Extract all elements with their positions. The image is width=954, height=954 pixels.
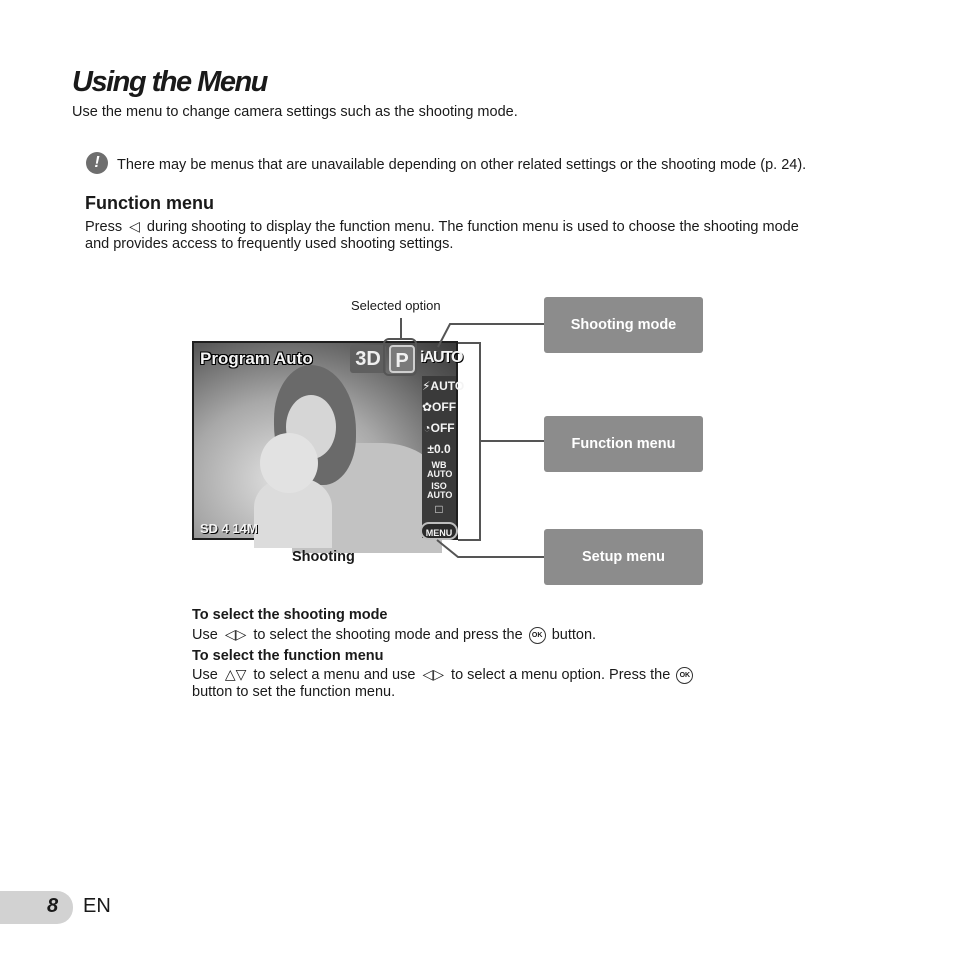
image-size-icon[interactable]: □ (435, 502, 443, 516)
page-title: Using the Menu (72, 66, 267, 98)
function-menu-bracket (458, 343, 480, 540)
ok-button-icon: OK (676, 667, 693, 684)
function-menu-description-line-2: and provides access to frequently used shooting settings. (85, 236, 454, 252)
select-function-text-line-2: button to set the function menu. (192, 684, 396, 700)
selected-option-label: Selected option (351, 298, 441, 313)
exclamation-icon: ! (86, 152, 108, 174)
use-word: Use (192, 627, 218, 643)
select-mode-mid: to select the shooting mode and press the (253, 627, 523, 643)
flash-auto-icon[interactable]: ⚡AUTO (422, 379, 465, 393)
mode-iauto-icon[interactable]: iAUTO (420, 349, 462, 366)
mode-name-text: Program Auto (200, 349, 313, 368)
status-readout: SD 4 14M (200, 521, 258, 536)
shooting-mode-label: Shooting mode (544, 297, 703, 353)
left-right-arrows-icon: ◁▷ (224, 626, 247, 642)
mode-p-icon[interactable]: P (389, 345, 415, 373)
function-menu-label: Function menu (544, 416, 703, 472)
select-mode-end: button. (551, 627, 597, 643)
mode-3d-icon[interactable]: 3D (350, 345, 386, 373)
left-arrow-icon: ◁ (129, 218, 140, 234)
left-right-arrows-icon: ◁▷ (422, 666, 445, 682)
function-menu-heading: Function menu (85, 193, 214, 213)
press-word: Press (85, 219, 123, 235)
selected-option-highlight (384, 339, 416, 375)
select-mode-heading: To select the shooting mode (192, 607, 388, 623)
shooting-mode-leader (438, 324, 544, 347)
ok-button-icon: OK (529, 627, 546, 644)
page-number-tab (0, 891, 73, 924)
setup-menu-label: Setup menu (544, 529, 703, 585)
macro-off-icon[interactable]: ✿OFF (422, 400, 457, 414)
page-language: EN (83, 895, 111, 917)
menu-button[interactable]: MENU (420, 522, 458, 540)
select-function-mid-2: to select a menu option. Press the (451, 667, 671, 683)
exposure-compensation-icon[interactable]: ±0.0 (427, 442, 451, 456)
shooting-caption: Shooting (292, 549, 355, 565)
self-timer-off-icon[interactable]: ◔OFF (423, 421, 455, 435)
up-down-arrows-icon: △▽ (224, 666, 247, 682)
intro-text: Use the menu to change camera settings such as the shooting mode. (72, 104, 518, 120)
select-function-mid: to select a menu and use (253, 667, 416, 683)
use-word: Use (192, 667, 218, 683)
white-balance-auto-icon[interactable]: WB AUTO (427, 460, 453, 479)
note-text: There may be menus that are unavailable depending on other related settings or the shooting mode (p. 24). (117, 157, 807, 173)
page-number: 8 (47, 895, 59, 917)
description-rest: during shooting to display the function menu. The function menu is used to choose the shooting mode (146, 219, 799, 235)
select-function-text (192, 666, 695, 684)
select-mode-text (192, 626, 596, 644)
iso-auto-icon[interactable]: ISO AUTO (427, 481, 453, 500)
select-function-heading: To select the function menu (192, 648, 384, 664)
setup-menu-leader (437, 540, 544, 557)
